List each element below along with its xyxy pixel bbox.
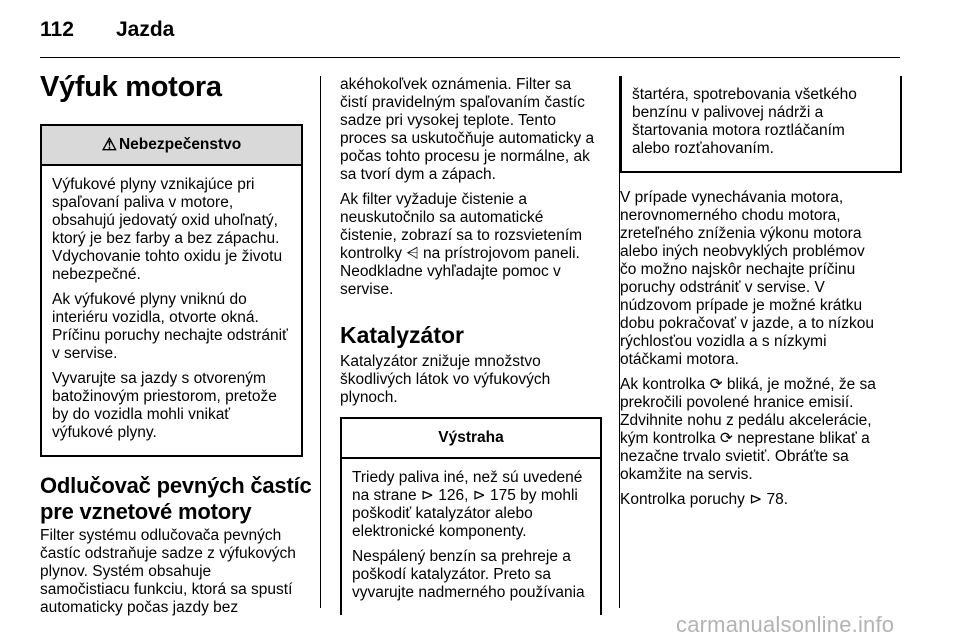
caution-box-title: Výstraha <box>438 429 504 446</box>
paragraph: Ak kontrolka ⟳ bliká, je možné, že sa prekročili povolené hranice emisií. Zdvihnite nohu z pedálu akcelerácie, kým kontrolka ⟳ neprestane blikať a nezačne trvalo svietiť. Obráťte sa okamžite na servis. <box>620 376 876 483</box>
header-rule <box>40 57 900 58</box>
caution-box-header <box>342 419 600 459</box>
paragraph: Výfukové plyny vznikajúce pri spaľovaní paliva v motore, obsahujú jedovatý oxid uhoľnatý, ktorý je bez farby a bez zápachu. Vdychovanie tohto oxidu je životu nebezpečné. <box>52 176 283 283</box>
paragraph: štartéra, spotrebovania všetkého benzínu v palivovej nádrži a štartovania motora roztláčaním alebo rozťahovaním. <box>632 86 857 157</box>
section-title: Výfuk motora <box>40 71 222 103</box>
paragraph: Filter systému odlučovača pevných častíc odstraňuje sadze z výfukových plynov. Systém obsahuje samočistiacu funkciu, ktorá sa spustí automaticky počas jazdy bez <box>40 527 296 616</box>
danger-box-body <box>42 166 301 455</box>
paragraph: Vyvarujte sa jazdy s otvoreným batožinovým priestorom, pretože by do vozidla mohli vnikať výfukové plyny. <box>52 370 277 441</box>
paragraph: Ak filter vyžaduje čistenie a neuskutočnilo sa automatické čistenie, zobrazí sa to rozsvietením kontrolky ⩤ na prístrojovom paneli. Neodkladne vyhľadajte pomoc v servise. <box>340 191 583 298</box>
page-number: 112 <box>40 18 74 41</box>
paragraph: akéhokoľvek oznámenia. Filter sa čistí pravidelným spaľovaním častíc sadze pri vysokej teplote. Tento proces sa uskutočňuje automaticky a počas tohto procesu je normálne, ak sa tvorí dym a zápach. <box>340 76 595 183</box>
paragraph: Ak výfukové plyny vniknú do interiéru vozidla, otvorte okná. Príčinu poruchy nechajte odstrániť v servise. <box>52 291 288 362</box>
danger-box-title: Nebezpečenstvo <box>118 136 242 153</box>
caution-box-continued <box>620 76 902 173</box>
column-1 <box>40 70 312 624</box>
danger-box-header <box>42 126 301 166</box>
paragraph: V prípade vynechávania motora, nerovnomerného chodu motora, zreteľného zníženia výkonu motora alebo iných neobvyklých problémov čo možno najskôr nechajte príčinu poruchy odstrániť v servise. V núdzovom prípade je možné krátku dobu pokračovať v jazde, a to nízkou rýchlosťou vozidla a s nízkymi otáčkami motora. <box>620 189 874 368</box>
chapter-title: Jazda <box>116 18 175 41</box>
paragraph: Triedy paliva iné, než sú uvedené na strane ⊳ 126, ⊳ 175 by mohli poškodiť katalyzátor alebo elektronické komponenty. <box>352 469 583 540</box>
paragraph: Katalyzátor znižuje množstvo škodlivých látok vo výfukových plynoch. <box>340 353 551 406</box>
danger-box <box>40 124 303 457</box>
column-3 <box>620 76 902 516</box>
paragraph: Kontrolka poruchy ⊳ 78. <box>620 491 789 508</box>
caution-box <box>340 417 602 615</box>
paragraph: Nespálený benzín sa prehreje a poškodí katalyzátor. Preto sa vyvarujte nadmerného používania <box>352 548 585 601</box>
warning-triangle-icon: ⚠ <box>101 135 117 154</box>
section-heading-katalyzator: Katalyzátor <box>340 322 464 348</box>
watermark: carmanualsonline.info <box>676 612 895 637</box>
column-divider <box>320 76 321 608</box>
column-2 <box>340 76 602 615</box>
subsection-title: Odlučovač pevných častíc pre vznetové motory <box>40 473 312 524</box>
caution-box-body <box>342 459 600 615</box>
caution-box-body <box>622 76 900 171</box>
